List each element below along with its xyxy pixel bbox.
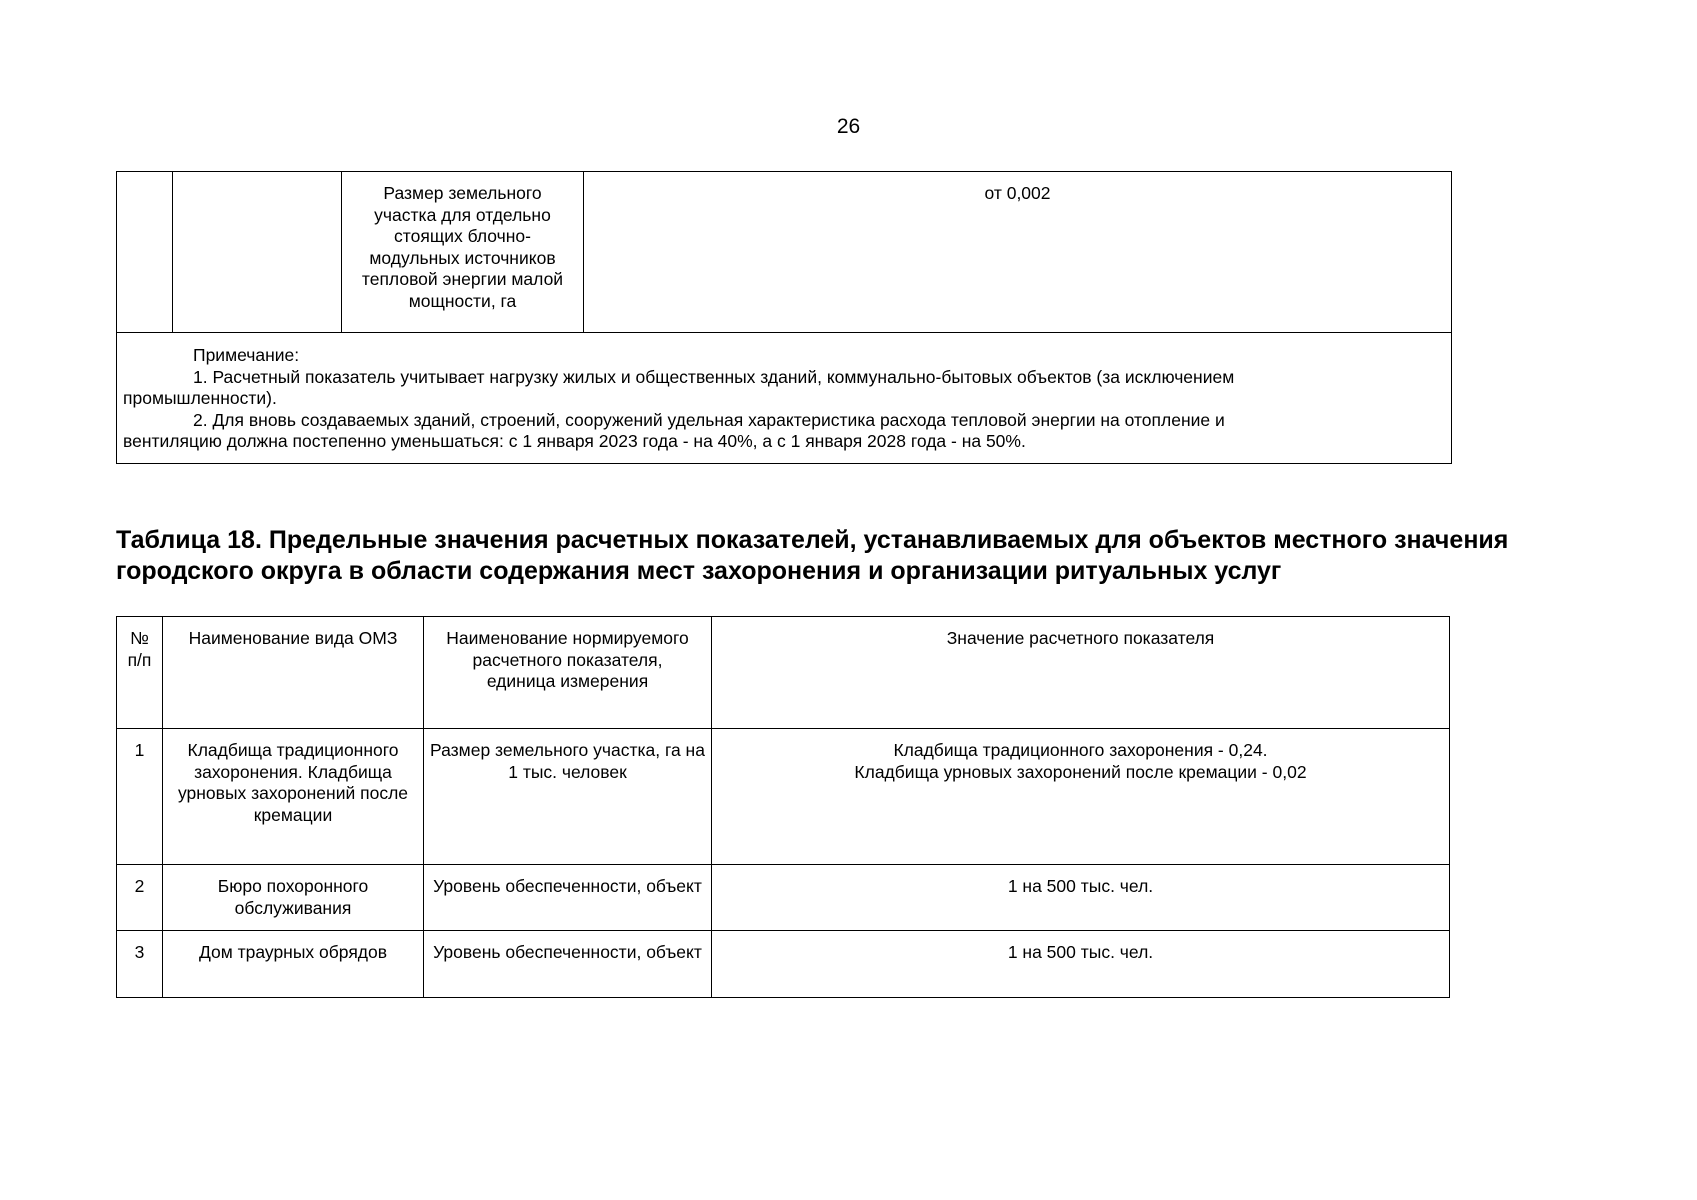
cell-value: 1 на 500 тыс. чел.	[712, 931, 1450, 998]
cell-num: 3	[117, 931, 163, 998]
page-number: 26	[836, 115, 861, 138]
header-num: № п/п	[117, 617, 163, 729]
cell-name: Бюро похоронного обслуживания	[163, 865, 424, 931]
header-name: Наименование вида ОМЗ	[163, 617, 424, 729]
note-item-2-first: 2. Для вновь создаваемых зданий, строений, сооружений удельная характеристика расхода тепловой энергии на отопление и	[193, 409, 1225, 430]
note-item-1-line	[123, 367, 1445, 389]
cell-num: 2	[117, 865, 163, 931]
table-cell-num	[117, 172, 173, 333]
table-cell-indicator: Размер земельного участка для отдельно стоящих блочно-модульных источников тепловой энергии малой мощности, га	[342, 172, 584, 333]
cell-num: 1	[117, 729, 163, 865]
header-value: Значение расчетного показателя	[712, 617, 1450, 729]
cell-value-line-1: Кладбища традиционного захоронения - 0,24.	[893, 740, 1268, 760]
cell-indicator: Размер земельного участка, га на 1 тыс. человек	[424, 729, 712, 865]
table-row	[117, 931, 1450, 998]
table-header-row	[117, 617, 1450, 729]
header-indicator: Наименование нормируемого расчетного показателя, единица измерения	[424, 617, 712, 729]
note-item-2-rest: вентиляцию должна постепенно уменьшаться: с 1 января 2023 года - на 40%, а с 1 января 2028 года - на 50%.	[123, 431, 1026, 451]
table-row	[117, 172, 1452, 333]
continuation-table	[116, 171, 1452, 464]
cell-value	[712, 729, 1450, 865]
table-cell-name	[173, 172, 342, 333]
table-18-title: Таблица 18. Предельные значения расчетных показателей, устанавливаемых для объектов местного значения городского округа в области содержания мест захоронения и организации ритуальных услуг	[116, 526, 1509, 585]
cell-indicator: Уровень обеспеченности, объект	[424, 931, 712, 998]
cell-value-line-2: Кладбища урновых захоронений после кремации - 0,02	[854, 761, 1307, 782]
cell-value: 1 на 500 тыс. чел.	[712, 865, 1450, 931]
cell-indicator: Уровень обеспеченности, объект	[424, 865, 712, 931]
note-cell	[117, 333, 1452, 464]
table-row	[117, 865, 1450, 931]
note-row	[117, 333, 1452, 464]
note-title-line	[123, 345, 1445, 367]
note-title: Примечание:	[193, 345, 300, 365]
table-18	[116, 616, 1450, 998]
note-item-1-rest: промышленности).	[123, 388, 277, 408]
table-cell-value: от 0,002	[584, 172, 1452, 333]
table-row	[117, 729, 1450, 865]
cell-name: Кладбища традиционного захоронения. Кладбища урновых захоронений после кремации	[163, 729, 424, 865]
note-item-2-line	[123, 410, 1445, 432]
cell-name: Дом траурных обрядов	[163, 931, 424, 998]
note-item-1-first: 1. Расчетный показатель учитывает нагрузку жилых и общественных зданий, коммунально-бытовых объектов (за исключением	[193, 366, 1235, 387]
